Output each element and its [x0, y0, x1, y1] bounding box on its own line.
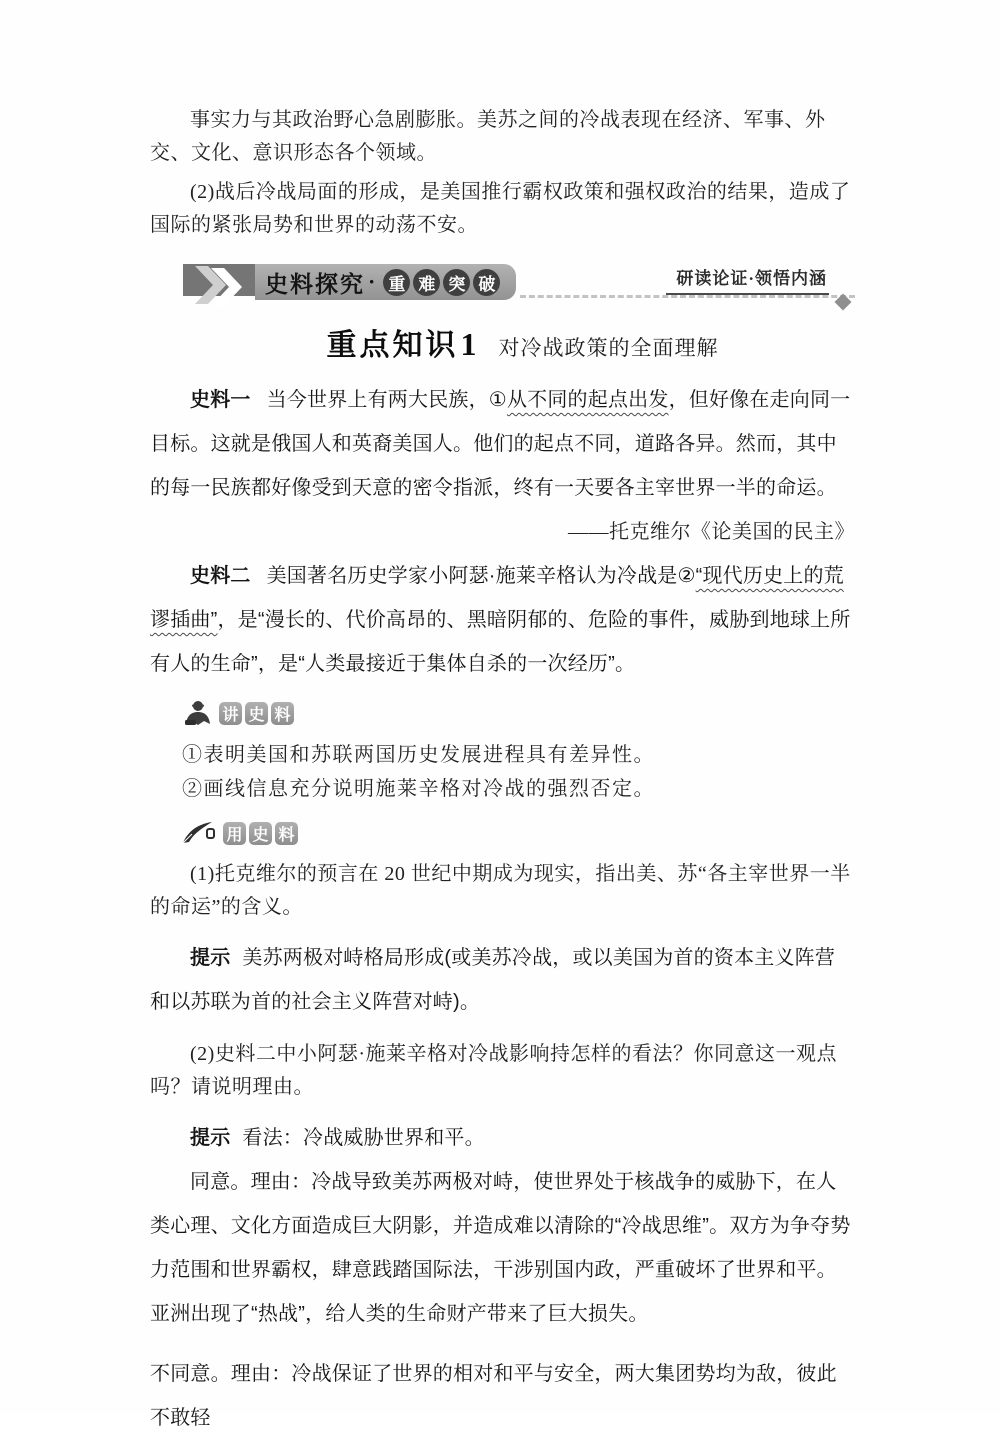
question-2: (2)史料二中小阿瑟·施莱辛格对冷战影响持怎样的看法？你同意这一观点吗？请说明理由。 [150, 1043, 837, 1098]
material-2 [150, 554, 855, 686]
hint-2-label: 提示 [190, 1127, 231, 1149]
material-1-label: 史料一 [190, 389, 251, 411]
section-banner [183, 264, 855, 310]
key-point-heading [190, 320, 855, 364]
hint-1-label: 提示 [190, 947, 231, 969]
material-1-underlined-text: 从不同的起点出发 [506, 389, 669, 411]
hint-1-text: 美苏两极对峙格局形成(或美苏冷战，或以美国为首的资本主义阵营和以苏联为首的社会主义阵营对峙)。 [150, 947, 836, 1013]
hint-2 [150, 1116, 855, 1160]
hint-1 [150, 936, 855, 1024]
material-2-underlined-text: “现代历史上的荒谬插曲” [150, 565, 844, 631]
material-1-text-post: ，但好像在走向同一目标。这就是俄国人和英裔美国人。他们的起点不同，道路各异。然而，其中的每一民族都好像受到天意的密令指派，终有一天要各主宰世界一半的命运。 [150, 389, 851, 499]
banner-circle-char: 破 [473, 269, 500, 296]
explain-notes [150, 738, 855, 806]
dashed-rule [520, 295, 855, 298]
heading-number: 1 [460, 326, 477, 362]
material-2-label: 史料二 [190, 565, 251, 587]
banner-circle-char: 突 [443, 269, 470, 296]
badge-char: 料 [275, 822, 298, 845]
intro-paragraph-2: (2)战后冷战局面的形成，是美国推行霸权政策和强权政治的结果，造成了国际的紧张局势和世界的动荡不安。 [150, 181, 851, 236]
answer-disagree: 不同意。理由：冷战保证了世界的相对和平与安全，两大集团势均为敌，彼此不敢轻 [150, 1363, 837, 1429]
banner-circle-char: 重 [383, 269, 410, 296]
answer-agree: 同意。理由：冷战导致美苏两极对峙，使世界处于核战争的威胁下，在人类心理、文化方面造成巨大阴影，并造成难以清除的“冷战思维”。双方为争夺势力范围和世界霸权，肆意践踏国际法，干涉别国内政，严重破坏了世界和平。亚洲出现了“热战”，给人类的生命财产带来了巨大损失。 [150, 1171, 851, 1325]
explain-note-2: ②画线信息充分说明施莱辛格对冷战的强烈否定。 [182, 778, 655, 800]
explain-material-badge [182, 698, 855, 728]
banner-row [183, 264, 855, 300]
chevrons-icon [183, 264, 255, 296]
material-1 [150, 378, 855, 510]
material-1-attribution: ——托克维尔《论美国的民主》 [568, 521, 855, 543]
banner-right-area [516, 264, 855, 300]
heading-subtitle: 对冷战政策的全面理解 [498, 336, 719, 360]
use-material-badge [182, 818, 855, 848]
heading-title: 重点知识 [326, 329, 459, 362]
banner-circle-char: 难 [413, 269, 440, 296]
banner-pill [255, 264, 516, 300]
quill-pen-icon [182, 821, 216, 845]
hint-2-text: 看法：冷战威胁世界和平。 [242, 1127, 485, 1149]
badge-char: 史 [249, 822, 272, 845]
banner-slogan: 研读论证·领悟内涵 [666, 264, 829, 295]
material-2-text-post: ，是“漫长的、代价高昂的、黑暗阴郁的、危险的事件，威胁到地球上所有人的生命”，是“人类最接近于集体自杀的一次经历”。 [150, 609, 851, 675]
badge-char: 史 [245, 702, 268, 725]
badge-char: 用 [223, 822, 246, 845]
badge-char: 讲 [219, 702, 242, 725]
intro-paragraph-1: 事实力与其政治野心急剧膨胀。美苏之间的冷战表现在经济、军事、外交、文化、意识形态各个领域。 [150, 109, 826, 164]
material-1-text-pre: 当今世界上有两大民族，① [266, 389, 507, 411]
question-1: (1)托克维尔的预言在 20 世纪中期成为现实，指出美、苏“各主宰世界一半的命运”的含义。 [150, 863, 851, 918]
banner-separator-dot: · [368, 269, 376, 294]
badge-char: 料 [271, 702, 294, 725]
material-2-text-pre: 美国著名历史学家小阿瑟·施莱辛格认为冷战是② [266, 565, 696, 587]
explain-note-1: ①表明美国和苏联两国历史发展进程具有差异性。 [182, 744, 655, 766]
teacher-icon [182, 700, 212, 726]
banner-title: 史料探究 [265, 270, 365, 297]
